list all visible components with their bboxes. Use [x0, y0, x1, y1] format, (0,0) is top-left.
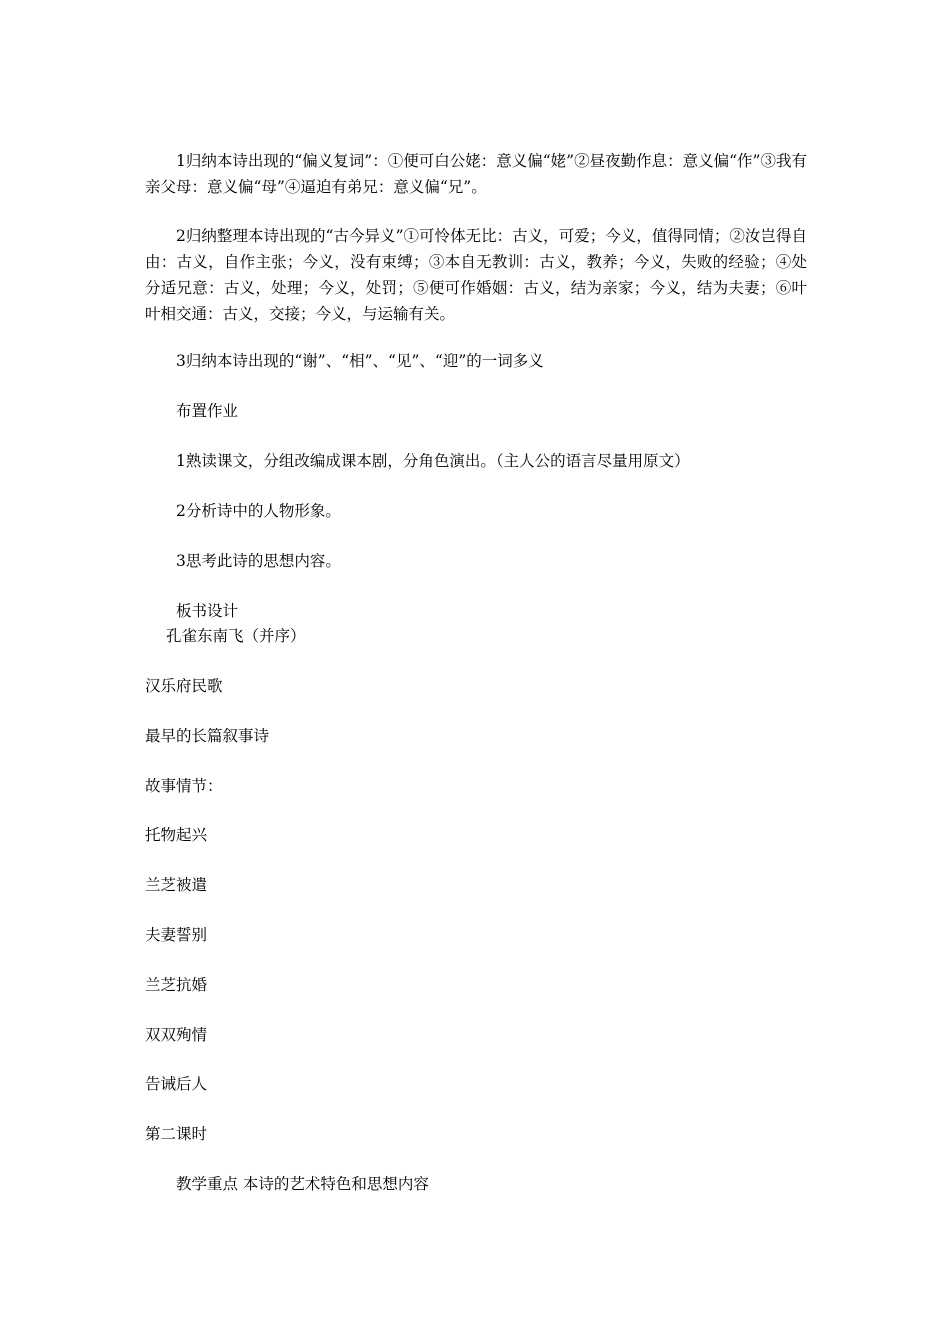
homework-heading: 布置作业 — [176, 402, 239, 420]
board-item: 汉乐府民歌 — [145, 677, 223, 695]
board-item: 故事情节： — [145, 777, 223, 795]
homework-item-1: 1熟读课文，分组改编成课本剧，分角色演出。（主人公的语言尽量用原文） — [176, 452, 690, 470]
teaching-focus: 教学重点 本诗的艺术特色和思想内容 — [176, 1175, 429, 1193]
board-title: 孔雀东南飞（并序） — [166, 627, 306, 645]
board-design-heading: 板书设计 — [176, 602, 239, 620]
board-item: 最早的长篇叙事诗 — [145, 727, 270, 745]
board-item: 双双殉情 — [145, 1026, 208, 1044]
board-item: 托物起兴 — [145, 826, 208, 844]
homework-item-3: 3思考此诗的思想内容。 — [176, 552, 341, 570]
paragraph-partial-compound-words: 1归纳本诗出现的“偏义复词”：①便可白公姥：意义偏“姥”②昼夜勤作息：意义偏“作”③我有亲父母：意义偏“母”④逼迫有弟兄：意义偏“兄”。 — [145, 152, 807, 196]
board-item: 兰芝被遣 — [145, 876, 208, 894]
second-lesson-heading: 第二课时 — [145, 1125, 208, 1143]
paragraph-polysemy: 3归纳本诗出现的“谢”、“相”、“见”、“迎”的一词多义 — [176, 352, 544, 370]
board-item: 兰芝抗婚 — [145, 976, 208, 994]
board-item: 夫妻誓别 — [145, 926, 208, 944]
homework-item-2: 2分析诗中的人物形象。 — [176, 502, 341, 520]
board-item: 告诫后人 — [145, 1075, 208, 1093]
paragraph-ancient-modern-meanings: 2归纳整理本诗出现的“古今异义”①可怜体无比：古义，可爱；今义，值得同情；②汝岂得自由：古义，自作主张；今义，没有束缚；③本自无教训：古义，教养；今义，失败的经验；④处分适兄意：古义，处理；今义，处罚；⑤便可作婚姻：古义，结为亲家；今义，结为夫妻；⑥叶叶相交通：古义，交接；今义，与运输有关。 — [145, 227, 807, 323]
